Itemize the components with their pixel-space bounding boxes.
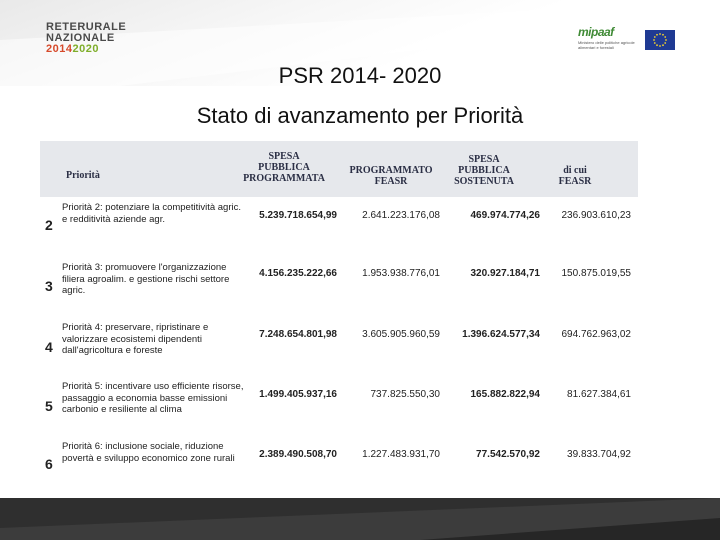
footer-decoration: [0, 498, 720, 540]
mipaaf-mark: mipaaf: [578, 25, 614, 39]
cell-spesa-sostenuta: 320.927.184,71: [470, 268, 540, 279]
table-row: [40, 321, 638, 379]
cell-spesa-programmata: 1.499.405.937,16: [259, 389, 337, 400]
rete-rurale-logo: [46, 22, 126, 55]
row-description: Priorità 6: inclusione sociale, riduzione povertà e sviluppo economico zone rurali: [62, 441, 235, 464]
cell-programmato-feasr: 1.953.938.776,01: [362, 268, 440, 279]
slide-subtitle: Stato di avanzamento per Priorità: [196, 103, 524, 128]
row-number: 4: [45, 339, 53, 355]
cell-spesa-programmata: 4.156.235.222,66: [259, 268, 337, 279]
table-row: [40, 200, 638, 258]
table-row: [40, 381, 638, 439]
mipaaf-text: Ministero delle politiche agricole alimentari e forestali: [578, 40, 635, 50]
cell-programmato-feasr: 1.227.483.931,70: [362, 449, 440, 460]
header-spesa-programmata: SPESA PUBBLICA PROGRAMMATA: [243, 151, 325, 184]
row-description: Priorità 3: promuovere l'organizzazione filiera agroalim. e gestione rischi settore agric.: [62, 262, 230, 296]
logo-line2: NAZIONALE: [46, 32, 115, 44]
slide-title: PSR 2014- 2020: [278, 63, 442, 88]
cell-spesa-sostenuta: 77.542.570,92: [476, 449, 540, 460]
eu-stars-icon: [645, 30, 675, 50]
cell-di-cui-feasr: 694.762.963,02: [561, 329, 631, 340]
row-description: Priorità 5: incentivare uso efficiente risorse, passaggio a economia basse emissioni carbonio e resiliente al clima: [62, 381, 244, 415]
cell-spesa-programmata: 2.389.490.508,70: [259, 449, 337, 460]
cell-spesa-sostenuta: 165.882.822,94: [470, 389, 540, 400]
row-number: 6: [45, 456, 53, 472]
logo-years: [46, 44, 126, 55]
row-description: Priorità 2: potenziare la competitività agric. e redditività aziende agr.: [62, 202, 241, 225]
priority-table: [40, 141, 638, 499]
header-programmato-feasr: PROGRAMMATO FEASR: [349, 165, 433, 187]
cell-spesa-programmata: 7.248.654.801,98: [259, 329, 337, 340]
header-di-cui-feasr: di cui FEASR: [558, 165, 592, 187]
cell-spesa-sostenuta: 469.974.774,26: [470, 210, 540, 221]
mipaaf-logo: [578, 25, 638, 50]
table-row: [40, 260, 638, 318]
logo-year1: 2014: [46, 43, 73, 55]
row-description: Priorità 4: preservare, ripristinare e valorizzare ecosistemi dipendenti dall'agricoltura e foreste: [62, 322, 209, 356]
cell-di-cui-feasr: 236.903.610,23: [561, 210, 631, 221]
cell-spesa-programmata: 5.239.718.654,99: [259, 210, 337, 221]
table-row: [40, 441, 638, 491]
cell-programmato-feasr: 2.641.223.176,08: [362, 210, 440, 221]
cell-di-cui-feasr: 39.833.704,92: [567, 449, 631, 460]
cell-di-cui-feasr: 81.627.384,61: [567, 389, 631, 400]
table-header: [40, 141, 638, 197]
cell-spesa-sostenuta: 1.396.624.577,34: [462, 329, 540, 340]
cell-programmato-feasr: 3.605.905.960,59: [362, 329, 440, 340]
row-number: 5: [45, 398, 53, 414]
row-number: 3: [45, 278, 53, 294]
cell-programmato-feasr: 737.825.550,30: [370, 389, 440, 400]
cell-di-cui-feasr: 150.875.019,55: [561, 268, 631, 279]
logo-line1: RETERURALE: [46, 21, 127, 33]
eu-flag-icon: [645, 30, 675, 50]
header-spesa-sostenuta: SPESA PUBBLICA SOSTENUTA: [454, 154, 514, 187]
logo-year2: 2020: [72, 43, 99, 55]
header-priority: Priorità: [66, 170, 100, 181]
row-number: 2: [45, 217, 53, 233]
